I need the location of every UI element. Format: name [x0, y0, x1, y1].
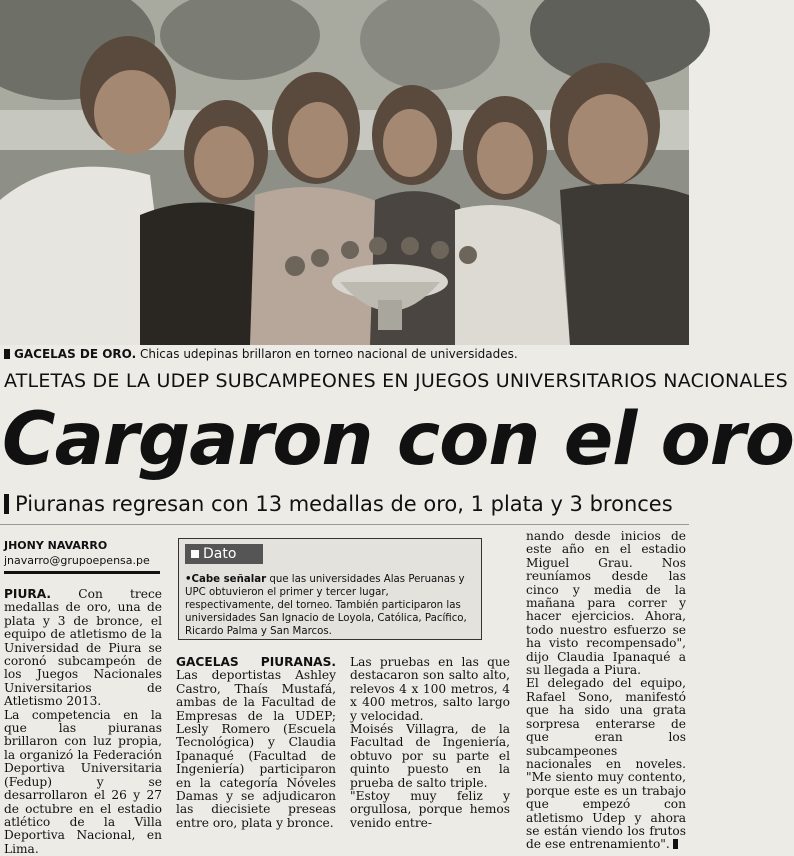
article-column-2	[176, 656, 336, 830]
column-1-lead: PIURA.	[4, 587, 52, 601]
kicker: ATLETAS DE LA UDEP SUBCAMPEONES EN JUEGOS UNIVERSITARIOS NACIONALES	[4, 370, 788, 392]
column-1-paragraph-1: Con trece medallas de oro, una de plata y 3 de bronce, el equipo de atletismo de la Universidad de Piura se coronó subcampeón de los Juegos Nacionales Universitarios de Atletismo 2013.	[4, 587, 162, 709]
dato-header	[185, 544, 263, 564]
caption-bullet-icon	[4, 349, 10, 359]
column-2-lead: GACELAS PIURANAS.	[176, 655, 336, 669]
column-3-paragraph-2: Moisés Villagra, de la Facultad de Ingeniería, obtuvo por su parte el quinto puesto en la prueba de salto triple.	[350, 722, 510, 790]
caption-text: Chicas udepinas brillaron en torneo nacional de universidades.	[136, 347, 518, 361]
dato-square-icon	[191, 550, 199, 558]
subhead-text: Piuranas regresan con 13 medallas de oro, 1 plata y 3 bronces	[15, 492, 673, 516]
column-1-paragraph-2: La competencia en la que las piuranas brillaron con luz propia, la organizó la Federación Deportiva Universitaria (Fedup) y se desarrollaron el 26 y 27 de octubre en el estadio atlético de la Villa Deportiva Nacional, en Lima.	[4, 707, 162, 856]
dato-body: •Cabe señalar que las universidades Alas Peruanas y UPC obtuvieron el primer y tercer lugar, respectivamente, del torneo. También participaron las universidades San Ignacio de Loyola, Católica, Pacífico, Ricardo Palma y San Marcos.	[185, 574, 467, 637]
article-column-4	[526, 530, 686, 852]
byline-name: JHONY NAVARRO	[4, 539, 108, 552]
byline-email: jnavarro@grupoepensa.pe	[4, 554, 150, 567]
column-2-paragraph-1: Las deportistas Ashley Castro, Thaís Mustafá, ambas de la Facultad de Empresas de la UDEP; Lesly Romero (Escuela Tecnológica) y Claudia Ipanaqué (Facultad de Ingeniería) participaron en la categoría Nóveles Damas y se adjudicaron las diecisiete preseas entre oro, plata y bronce.	[176, 668, 336, 830]
dato-title: Dato	[203, 546, 237, 562]
subhead-bar-icon	[4, 494, 9, 514]
photo-caption	[4, 346, 684, 362]
column-4-paragraph-1: nando desde inicios de este año en el estadio Miguel Grau. Nos reuníamos desde las cinco y media de la mañana para correr y hacer ejercicios. Ahora, todo nuestro esfuerzo se ha visto recompensado", dijo Claudia Ipanaqué a su llegada a Piura.	[526, 529, 686, 678]
article-column-3	[350, 656, 510, 830]
dato-box	[178, 538, 482, 640]
byline	[4, 538, 164, 568]
column-3-paragraph-1: Las pruebas en las que destacaron son salto alto, relevos 4 x 100 metros, 4 x 400 metros, salto largo y velocidad.	[350, 655, 510, 723]
caption-label: GACELAS DE ORO.	[14, 347, 137, 361]
dato-text: que las universidades Alas Peruanas y UPC obtuvieron el primer y tercer lugar, respectivamente, del torneo. También participaron las universidades San Ignacio de Loyola, Católica, Pacífico, Ricardo Palma y San Marcos.	[185, 574, 467, 637]
end-mark-icon	[673, 839, 678, 849]
column-4-paragraph-2: El delegado del equipo, Rafael Sono, manifestó que ha sido una grata sorpresa enterarse de que eran los subcampeones nacionales en noveles. "Me siento muy contento, porque este es un trabajo que empezó con atletismo Udep y ahora se están viendo los frutos de ese entrenamiento".	[526, 676, 686, 852]
column-3-paragraph-3: "Estoy muy feliz y orgullosa, porque hemos venido entre-	[350, 789, 510, 830]
subheadline	[4, 490, 686, 518]
divider	[0, 524, 689, 525]
news-photo	[0, 0, 689, 345]
article-column-1	[4, 588, 162, 856]
dato-label: Cabe señalar	[191, 574, 267, 585]
byline-divider	[4, 571, 160, 574]
headline: Cargaron con el oro	[2, 397, 794, 482]
